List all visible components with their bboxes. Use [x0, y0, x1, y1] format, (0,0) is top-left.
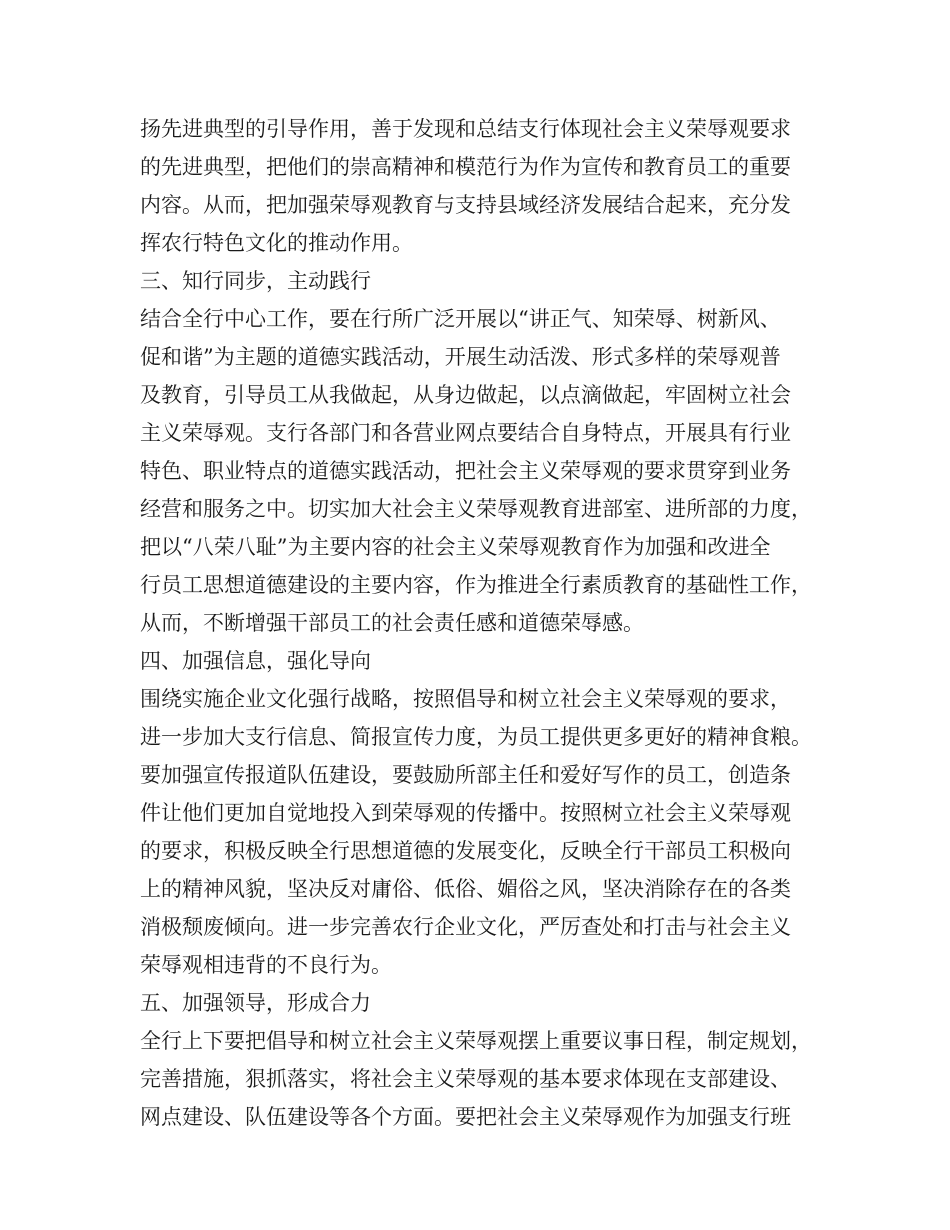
text-line: 全行上下要把倡导和树立社会主义荣辱观摆上重要议事日程，制定规划，: [140, 1029, 812, 1053]
text-line: 网点建设、队伍建设等各个方面。要把社会主义荣辱观作为加强支行班: [140, 1105, 791, 1129]
text-line: 消极颓废倾向。进一步完善农行企业文化，严厉查处和打击与社会主义: [140, 915, 791, 939]
text-line: 完善措施，狠抓落实，将社会主义荣辱观的基本要求体现在支部建设、: [140, 1067, 791, 1091]
text-line: 挥农行特色文化的推动作用。: [140, 231, 413, 255]
section-heading-4: 四、加强信息，强化导向: [140, 649, 371, 673]
text-line: 扬先进典型的引导作用，善于发现和总结支行体现社会主义荣辱观要求: [140, 117, 791, 141]
text-line: 行员工思想道德建设的主要内容，作为推进全行素质教育的基础性工作，: [140, 573, 812, 597]
text-line: 结合全行中心工作，要在行所广泛开展以“讲正气、知荣辱、树新风、: [140, 307, 781, 331]
text-line: 及教育，引导员工从我做起，从身边做起，以点滴做起，牢固树立社会: [140, 383, 791, 407]
section-heading-5: 五、加强领导，形成合力: [140, 991, 371, 1015]
text-line: 的要求，积极反映全行思想道德的发展变化，反映全行干部员工积极向: [140, 839, 791, 863]
text-line: 荣辱观相违背的不良行为。: [140, 953, 392, 977]
text-line: 件让他们更加自觉地投入到荣辱观的传播中。按照树立社会主义荣辱观: [140, 801, 791, 825]
text-line: 进一步加大支行信息、简报宣传力度，为员工提供更多更好的精神食粮。: [140, 725, 812, 749]
text-line: 把以“八荣八耻”为主要内容的社会主义荣辱观教育作为加强和改进全: [140, 535, 771, 559]
text-line: 内容。从而，把加强荣辱观教育与支持县域经济发展结合起来，充分发: [140, 193, 791, 217]
section-heading-3: 三、知行同步，主动践行: [140, 269, 371, 293]
text-line: 围绕实施企业文化强行战略，按照倡导和树立社会主义荣辱观的要求，: [140, 687, 791, 711]
text-line: 要加强宣传报道队伍建设，要鼓励所部主任和爱好写作的员工，创造条: [140, 763, 791, 787]
text-line: 特色、职业特点的道德实践活动，把社会主义荣辱观的要求贯穿到业务: [140, 459, 791, 483]
text-line: 经营和服务之中。切实加大社会主义荣辱观教育进部室、进所部的力度，: [140, 497, 812, 521]
text-line: 促和谐”为主题的道德实践活动，开展生动活泼、形式多样的荣辱观普: [140, 345, 781, 369]
text-line: 从而，不断增强干部员工的社会责任感和道德荣辱感。: [140, 611, 644, 635]
text-line: 的先进典型，把他们的崇高精神和模范行为作为宣传和教育员工的重要: [140, 155, 791, 179]
document-body: [140, 110, 830, 1136]
text-line: 主义荣辱观。支行各部门和各营业网点要结合自身特点，开展具有行业: [140, 421, 791, 445]
text-line: 上的精神风貌，坚决反对庸俗、低俗、媚俗之风，坚决消除存在的各类: [140, 877, 791, 901]
